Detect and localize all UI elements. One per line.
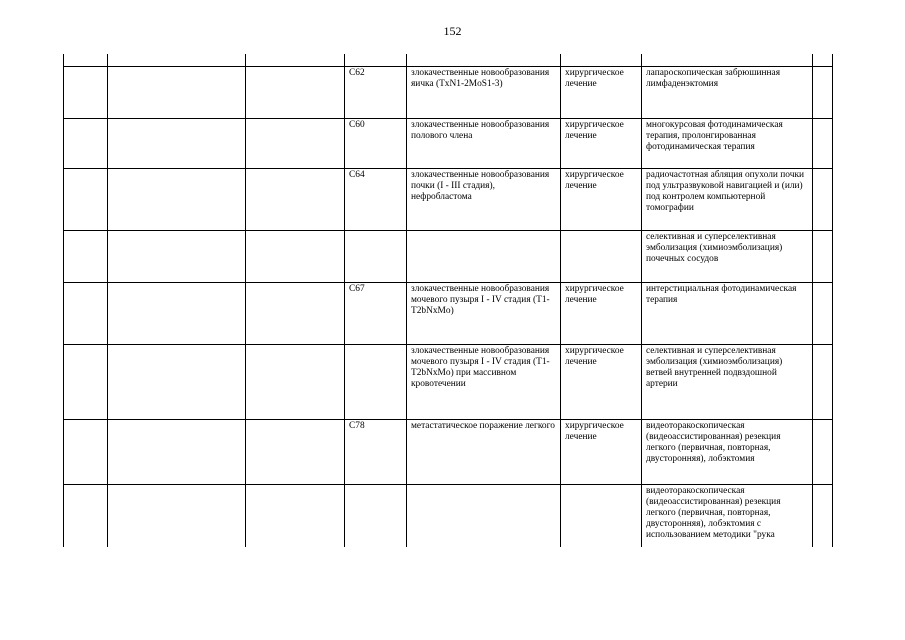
table-row	[64, 345, 833, 420]
table-row	[64, 119, 833, 169]
empty-cell	[246, 67, 345, 119]
empty-cell	[108, 119, 246, 169]
empty-cell	[246, 231, 345, 283]
table-cell	[561, 54, 642, 67]
diagnosis-cell: злокачественные новообразования почки (I - III стадия), нефробластома	[407, 169, 561, 231]
diagnosis-code-cell: C78	[345, 420, 407, 485]
treatment-method-cell: интерстициальная фотодинамическая терапия	[642, 283, 813, 345]
treatment-method-cell: радиочастотная абляция опухоли почки под ультразвуковой навигацией и (или) под контролем компьютерной томографии	[642, 169, 813, 231]
empty-cell	[813, 485, 833, 547]
table-row	[64, 283, 833, 345]
treatment-method-cell: селективная и суперселективная эмболизация (химиоэмболизация) ветвей внутренней подвздошной артерии	[642, 345, 813, 420]
table-top-strip	[64, 54, 833, 67]
treatment-type-cell: хирургическое лечение	[561, 345, 642, 420]
table-cell	[345, 54, 407, 67]
treatment-type-cell: хирургическое лечение	[561, 283, 642, 345]
empty-cell	[64, 169, 108, 231]
diagnosis-code-cell: C64	[345, 169, 407, 231]
empty-cell	[813, 169, 833, 231]
empty-cell	[246, 119, 345, 169]
empty-cell	[246, 485, 345, 547]
treatment-method-cell: видеоторакоскопическая (видеоассистированная) резекция легкого (первичная, повторная, двусторонняя), лобэктомия с использованием методики "рука	[642, 485, 813, 547]
empty-cell	[108, 169, 246, 231]
empty-cell	[64, 283, 108, 345]
diagnosis-code-cell: C67	[345, 283, 407, 345]
treatment-type-cell: хирургическое лечение	[561, 420, 642, 485]
empty-cell	[64, 345, 108, 420]
empty-cell	[813, 67, 833, 119]
empty-cell	[813, 231, 833, 283]
empty-cell	[246, 169, 345, 231]
diagnosis-cell	[407, 485, 561, 547]
table-row	[64, 485, 833, 547]
empty-cell	[108, 345, 246, 420]
diagnosis-cell: злокачественные новообразования полового члена	[407, 119, 561, 169]
empty-cell	[108, 420, 246, 485]
table-row	[64, 231, 833, 283]
treatment-type-cell: хирургическое лечение	[561, 119, 642, 169]
empty-cell	[108, 231, 246, 283]
treatment-type-cell	[561, 485, 642, 547]
diagnosis-cell	[407, 231, 561, 283]
diagnosis-code-cell	[345, 485, 407, 547]
table-cell	[64, 54, 108, 67]
table-cell	[642, 54, 813, 67]
diagnosis-cell: злокачественные новообразования яичка (TxN1-2MoS1-3)	[407, 67, 561, 119]
diagnosis-cell: злокачественные новообразования мочевого пузыря I - IV стадия (T1-T2bNxMo)	[407, 283, 561, 345]
treatment-method-cell: лапароскопическая забрюшинная лимфаденэктомия	[642, 67, 813, 119]
page-number: 152	[443, 24, 462, 38]
empty-cell	[108, 67, 246, 119]
treatment-method-cell: видеоторакоскопическая (видеоассистированная) резекция легкого (первичная, повторная, двусторонняя), лобэктомия	[642, 420, 813, 485]
empty-cell	[108, 283, 246, 345]
diagnosis-cell: метастатическое поражение легкого	[407, 420, 561, 485]
table-cell	[813, 54, 833, 67]
empty-cell	[64, 67, 108, 119]
diagnosis-cell: злокачественные новообразования мочевого пузыря I - IV стадия (T1-T2bNxMo) при массивном кровотечении	[407, 345, 561, 420]
table-row	[64, 169, 833, 231]
empty-cell	[64, 231, 108, 283]
diagnosis-code-cell	[345, 345, 407, 420]
diagnosis-code-cell	[345, 231, 407, 283]
empty-cell	[813, 345, 833, 420]
empty-cell	[246, 283, 345, 345]
empty-cell	[108, 485, 246, 547]
diagnosis-code-cell: C62	[345, 67, 407, 119]
table-row	[64, 67, 833, 119]
diagnosis-code-cell: C60	[345, 119, 407, 169]
table-row	[64, 420, 833, 485]
table-cell	[108, 54, 246, 67]
empty-cell	[813, 283, 833, 345]
empty-cell	[246, 345, 345, 420]
treatment-method-cell: селективная и суперселективная эмболизация (химиоэмболизация) почечных сосудов	[642, 231, 813, 283]
table-cell	[246, 54, 345, 67]
table-cell	[407, 54, 561, 67]
treatment-type-cell: хирургическое лечение	[561, 169, 642, 231]
empty-cell	[64, 119, 108, 169]
empty-cell	[813, 420, 833, 485]
empty-cell	[64, 485, 108, 547]
treatment-type-cell: хирургическое лечение	[561, 67, 642, 119]
medical-procedures-table	[63, 54, 833, 547]
treatment-method-cell: многокурсовая фотодинамическая терапия, пролонгированная фотодинамическая терапия	[642, 119, 813, 169]
empty-cell	[813, 119, 833, 169]
empty-cell	[246, 420, 345, 485]
treatment-type-cell	[561, 231, 642, 283]
empty-cell	[64, 420, 108, 485]
